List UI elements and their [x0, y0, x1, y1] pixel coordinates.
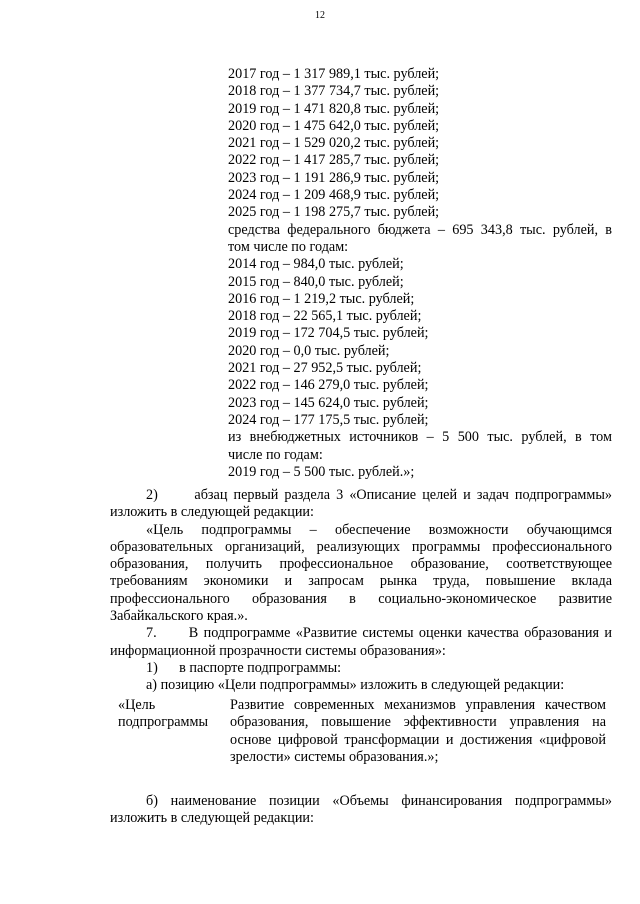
- body-text: [110, 487, 616, 695]
- paragraph-7: 7. В подпрограмме «Развитие системы оценки качества образования и информационной прозрачности системы образования»:: [110, 625, 616, 659]
- federal-line-2016: 2016 год – 1 219,2 тыс. рублей;: [228, 290, 415, 307]
- paragraph-2: 2) абзац первый раздела 3 «Описание целей и задач подпрограммы» изложить в следующей редакции:: [110, 487, 616, 521]
- federal-line-2024: 2024 год – 177 175,5 тыс. рублей;: [228, 411, 429, 428]
- paragraph-7-b: б) наименование позиции «Объемы финансирования подпрограммы» изложить в следующей редакции:: [110, 793, 612, 827]
- federal-intro-line2: том числе по годам:: [228, 238, 349, 255]
- funding-line-2024: 2024 год – 1 209 468,9 тыс. рублей;: [228, 187, 440, 204]
- federal-line-2020: 2020 год – 0,0 тыс. рублей;: [228, 342, 390, 359]
- funding-line-2025: 2025 год – 1 198 275,7 тыс. рублей;: [228, 204, 440, 221]
- paragraph-7-a: а) позицию «Цели подпрограммы» изложить в следующей редакции:: [146, 677, 565, 694]
- table-left-line2: подпрограммы: [118, 714, 208, 731]
- table-left-cell: [118, 697, 224, 732]
- federal-line-2014: 2014 год – 984,0 тыс. рублей;: [228, 256, 404, 273]
- funding-line-2021: 2021 год – 1 529 020,2 тыс. рублей;: [228, 135, 440, 152]
- paragraph-goal: «Цель подпрограммы – обеспечение возможности обучающимся образовательных организаций, реализующих программы профессионального образования, получить профессиональное образование, соответствующее требованиям экономики и запросам рынка труда, повышение вклада профессионального образования в социально-экономическое развитие Забайкальского края.».: [110, 521, 612, 625]
- federal-line-2015: 2015 год – 840,0 тыс. рублей;: [228, 273, 404, 290]
- funding-line-2023: 2023 год – 1 191 286,9 тыс. рублей;: [228, 169, 440, 186]
- federal-line-2021: 2021 год – 27 952,5 тыс. рублей;: [228, 360, 422, 377]
- extrabudget-year: 2019 год – 5 500 тыс. рублей.»;: [228, 463, 415, 480]
- extrabudget-line1: из внебюджетных источников – 5 500 тыс. рублей, в том: [228, 429, 612, 446]
- federal-line-2022: 2022 год – 146 279,0 тыс. рублей;: [228, 377, 429, 394]
- page-number: 12: [315, 10, 325, 21]
- funding-block: [228, 66, 612, 481]
- funding-line-2019: 2019 год – 1 471 820,8 тыс. рублей;: [228, 100, 440, 117]
- funding-line-2018: 2018 год – 1 377 734,7 тыс. рублей;: [228, 83, 440, 100]
- extrabudget-line2: числе по годам:: [228, 446, 323, 463]
- federal-intro-line1: средства федерального бюджета – 695 343,8 тыс. рублей, в: [228, 221, 612, 238]
- funding-line-2017: 2017 год – 1 317 989,1 тыс. рублей;: [228, 66, 440, 82]
- funding-line-2020: 2020 год – 1 475 642,0 тыс. рублей;: [228, 117, 440, 134]
- federal-line-2018: 2018 год – 22 565,1 тыс. рублей;: [228, 308, 422, 325]
- federal-line-2019: 2019 год – 172 704,5 тыс. рублей;: [228, 325, 429, 342]
- table-right-cell: Развитие современных механизмов управления качеством образования, повышение эффективности управления на основе цифровой трансформации и достижения «цифровой зрелости» системы образования.»;: [230, 697, 606, 765]
- federal-line-2023: 2023 год – 145 624,0 тыс. рублей;: [228, 394, 429, 411]
- paragraph-7-1: 1) в паспорте подпрограммы:: [146, 659, 342, 676]
- table-left-line1: «Цель: [118, 697, 156, 713]
- after-table-text: [110, 793, 612, 828]
- funding-line-2022: 2022 год – 1 417 285,7 тыс. рублей;: [228, 152, 440, 169]
